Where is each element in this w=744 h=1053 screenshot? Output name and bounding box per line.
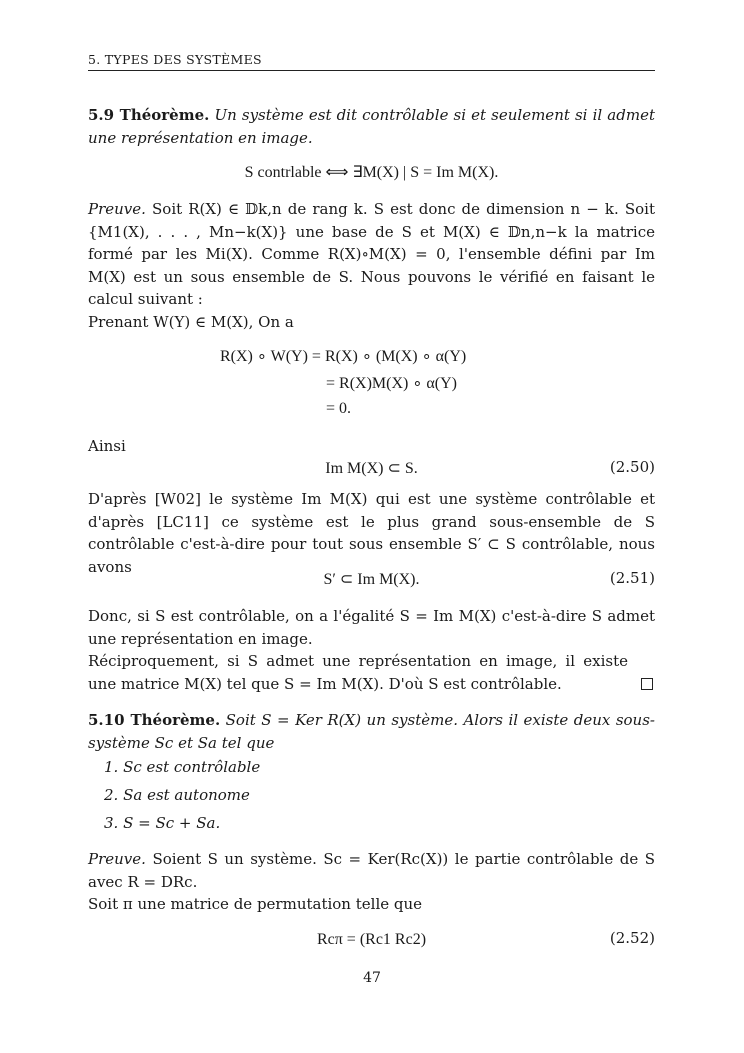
align-line-2: = R(X)M(X) ∘ α(Y) [326, 375, 457, 392]
proof-paragraph [88, 198, 655, 311]
theorem-5-10 [88, 709, 655, 754]
reciproquement-paragraph: Réciproquement, si S admet une représentation en image, il existe une matrice M(X) tel que S = Im M(X). D'où S est contrôlable. [88, 652, 628, 693]
page-number: 47 [363, 970, 381, 986]
align-line-3: = 0. [326, 400, 352, 417]
equation-2-52: Rcπ = (Rc1 Rc2) [316, 931, 427, 948]
equation-number-2-51: (2.51) [609, 569, 655, 587]
donc-paragraph: Donc, si S est contrôlable, on a l'égalité S = Im M(X) c'est-à-dire S admet une représentation en image. [88, 607, 655, 648]
prenant-line: Prenant W(Y) ∈ M(X), On a [88, 313, 294, 331]
theorem-5-9 [88, 104, 655, 149]
theorem-label: 5.10 Théorème. [88, 711, 221, 729]
proof-label: Preuve. [88, 200, 146, 218]
running-header: 5. TYPES DES SYSTÈMES [88, 52, 655, 71]
equation-number-2-50: (2.50) [609, 458, 655, 476]
equation-2-51: S′ ⊂ Im M(X). [323, 571, 420, 588]
ainsi-line: Ainsi [88, 437, 126, 455]
list-item: 2. Sa est autonome [104, 786, 250, 804]
soit-line: Soit π une matrice de permutation telle que [88, 895, 423, 913]
theorem-statement: Un système est dit contrôlable si et seulement si il admet une représentation en image. [88, 106, 655, 147]
proof-paragraph [88, 848, 655, 893]
list-item: 3. S = Sc + Sa. [104, 814, 221, 832]
proof-text: Soit R(X) ∈ 𝔻k,n de rang k. S est donc de dimension n − k. Soit {M1(X), . . . , Mn−k(X)} une base de S et M(X) ∈ 𝔻n,n−k la matrice formé par les Mi(X). Comme R(X)∘M(X) = 0, l'ensemble défini par Im M(X) est un sous ensemble de S. Nous pouvons le vérifié en faisant le calcul suivant : [88, 200, 655, 308]
qed-square-icon [641, 678, 653, 690]
list-item: 1. Sc est contrôlable [104, 758, 261, 776]
align-line-1: R(X) ∘ W(Y) = R(X) ∘ (M(X) ∘ α(Y) [220, 348, 467, 365]
equation-2-50: Im M(X) ⊂ S. [325, 460, 418, 477]
equation-number-2-52: (2.52) [609, 929, 655, 947]
theorem-statement: Soit S = Ker R(X) un système. Alors il existe deux sous-système Sc et Sa tel que [88, 711, 655, 752]
theorem-display-equation: S contrlable ⟺ ∃M(X) | S = Im M(X). [244, 164, 499, 181]
proof-label: Preuve. [88, 850, 146, 868]
theorem-label: 5.9 Théorème. [88, 106, 210, 124]
dapres-paragraph: D'après [W02] le système Im M(X) qui est une système contrôlable et d'après [LC11] ce système est le plus grand sous-ensemble de S contrôlable c'est-à-dire pour tout sous ensemble S′ ⊂ S contrôlable, nous avons [88, 490, 655, 576]
proof-text: Soient S un système. Sc = Ker(Rc(X)) le partie contrôlable de S avec R = DRc. [88, 850, 655, 891]
